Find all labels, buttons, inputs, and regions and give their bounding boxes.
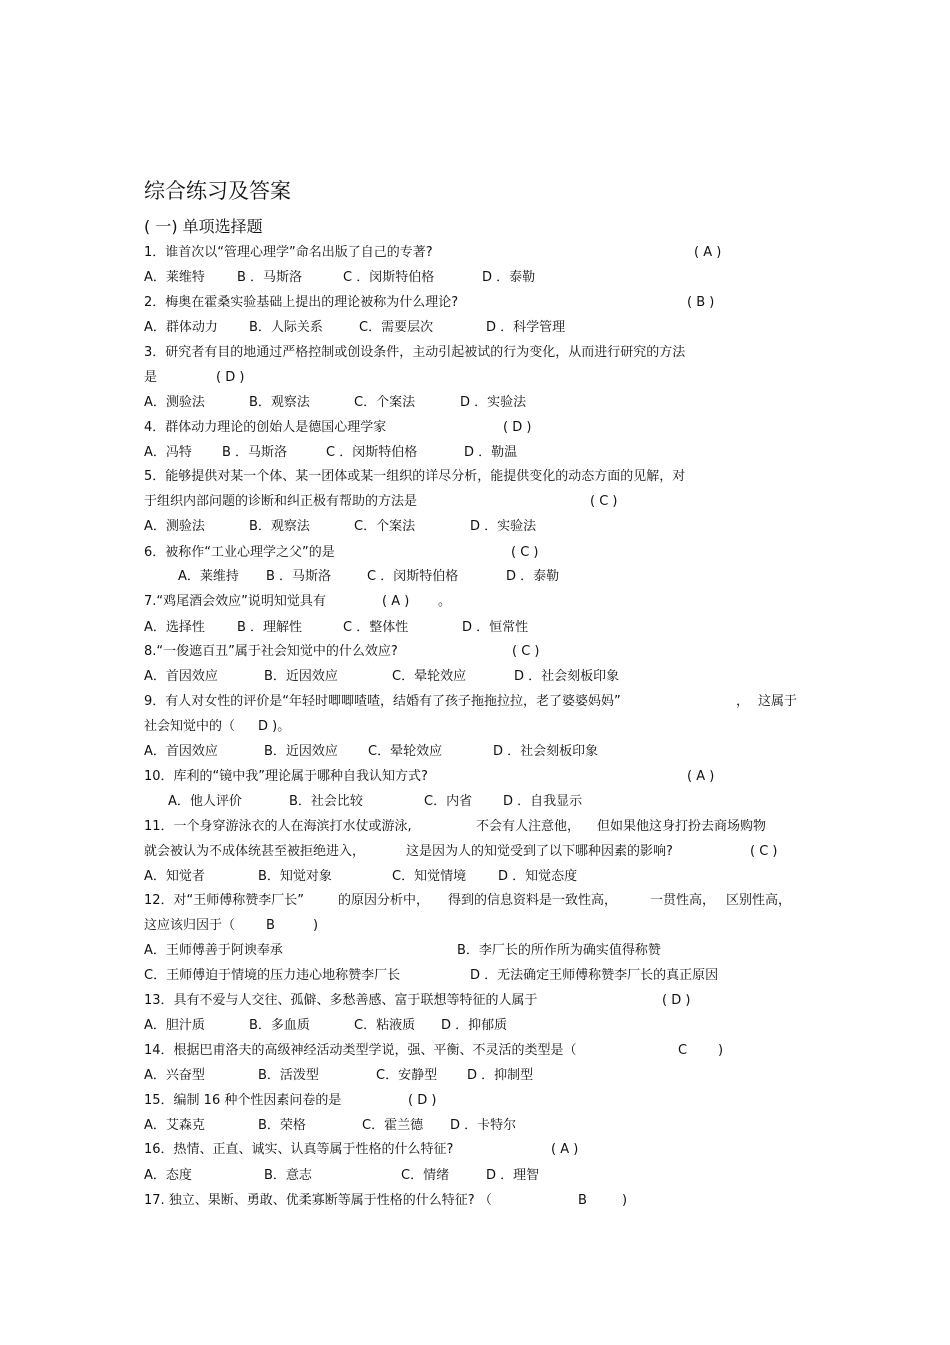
text-line: [0, 1164, 950, 1188]
text-segment: 1．谁首次以“管理心理学”命名出版了自己的专著?: [144, 245, 433, 260]
text-segment: A．胆汁质: [144, 1018, 205, 1033]
text-line: [0, 616, 950, 640]
text-segment: A．莱维特: [144, 270, 205, 285]
text-segment: A．首因效应: [144, 669, 218, 684]
text-segment: A．知觉者: [144, 869, 205, 884]
text-line: [0, 1114, 950, 1138]
text-segment: 2．梅奥在霍桑实验基础上提出的理论被称为什么理论?: [144, 295, 459, 310]
text-line: [0, 939, 950, 963]
text-segment: 不会有人注意他，: [476, 819, 581, 834]
text-segment: B．观察法: [249, 395, 310, 410]
text-segment: ( A ): [694, 245, 722, 260]
text-segment: B．社会比较: [289, 794, 363, 809]
text-segment: A．测验法: [144, 519, 205, 534]
text-segment: 17. 独立、果断、勇敢、优柔寡断等属于性格的什么特征? （: [144, 1193, 492, 1208]
text-segment: A．莱维持: [178, 569, 239, 584]
text-line: [0, 590, 950, 614]
text-segment: D ．自我显示: [503, 794, 583, 809]
text-segment: ( A ): [687, 769, 715, 784]
text-segment: B．近因效应: [264, 669, 338, 684]
text-segment: A．态度: [144, 1168, 192, 1183]
text-segment: B．活泼型: [258, 1068, 319, 1083]
text-line: [0, 391, 950, 415]
text-segment: D ．泰勒: [506, 569, 560, 584]
text-line: [0, 665, 950, 689]
text-segment: C．知觉情境: [392, 869, 467, 884]
text-segment: B．多血质: [249, 1018, 310, 1033]
text-segment: C ．闵斯特伯格: [326, 445, 418, 460]
text-segment: D ．实验法: [460, 395, 527, 410]
text-segment: B．荣格: [258, 1118, 306, 1133]
text-line: [0, 865, 950, 889]
text-segment: C．王师傅迫于情境的压力违心地称赞李厂长: [144, 968, 401, 983]
text-segment: B．李厂长的所作所为确实值得称赞: [457, 943, 661, 958]
text-segment: C: [678, 1043, 688, 1058]
text-segment: 8.“一俊遮百丑”属于社会知觉中的什么效应?: [144, 644, 398, 659]
text-segment: 9．有人对女性的评价是“年轻时唧唧喳喳，结婚有了孩子拖拖拉拉，老了婆婆妈妈”: [144, 694, 621, 709]
text-segment: ( D ): [408, 1093, 437, 1108]
text-segment: 10．库利的“镜中我”理论属于哪种自我认知方式?: [144, 769, 428, 784]
text-segment: 12．对“王师傅称赞李厂长”: [144, 893, 305, 908]
text-segment: B ．马斯洛: [222, 445, 288, 460]
text-segment: 但如果他这身打扮去商场购物: [597, 819, 767, 834]
text-segment: C ．闵斯特伯格: [367, 569, 459, 584]
text-segment: D ．科学管理: [486, 320, 566, 335]
text-segment: A．首因效应: [144, 744, 218, 759]
text-segment: ): [313, 918, 319, 933]
text-segment: 得到的信息资料是一致性高，: [448, 893, 618, 908]
text-segment: ( C ): [512, 644, 540, 659]
text-segment: 的原因分析中，: [338, 893, 430, 908]
text-segment: 5．能够提供对某一个体、某一团体或某一组织的详尽分析，能提供变化的动态方面的见解，对: [144, 469, 686, 484]
text-segment: A．冯特: [144, 445, 192, 460]
text-segment: A．艾森克: [144, 1118, 205, 1133]
text-line: [0, 465, 950, 489]
text-segment: ( A ): [551, 1142, 579, 1157]
text-line: [0, 541, 950, 565]
text-segment: C．个案法: [354, 395, 416, 410]
document-title: 综合练习及答案: [144, 179, 291, 203]
text-segment: 区别性高，: [726, 893, 792, 908]
text-line: [0, 840, 950, 864]
text-line: [0, 1189, 950, 1213]
text-segment: 11．一个身穿游泳衣的人在海滨打水仗或游泳,: [144, 819, 412, 834]
text-segment: C．需要层次: [359, 320, 434, 335]
text-line: [0, 291, 950, 315]
text-line: [0, 740, 950, 764]
text-segment: A．兴奋型: [144, 1068, 205, 1083]
text-line: [0, 690, 950, 714]
text-segment: B: [266, 918, 275, 933]
text-segment: 社会知觉中的（: [144, 719, 236, 734]
text-segment: ( D ): [662, 993, 691, 1008]
text-segment: B．人际关系: [249, 320, 323, 335]
text-segment: ( C ): [750, 844, 778, 859]
text-segment: C．个案法: [354, 519, 416, 534]
text-line: [0, 964, 950, 988]
text-segment: C．情绪: [401, 1168, 450, 1183]
text-segment: 7.“鸡尾酒会效应”说明知觉具有: [144, 594, 326, 609]
text-segment: 3．研究者有目的地通过严格控制或创设条件，主动引起被试的行为变化，从而进行研究的方法: [144, 345, 686, 360]
text-segment: D ．恒常性: [462, 620, 529, 635]
text-line: [0, 715, 950, 739]
text-line: [0, 1064, 950, 1088]
text-segment: D ．抑郁质: [441, 1018, 508, 1033]
text-segment: D ．实验法: [470, 519, 537, 534]
text-segment: A．测验法: [144, 395, 205, 410]
text-segment: D ．理智: [486, 1168, 540, 1183]
text-line: [0, 266, 950, 290]
text-segment: ( D ): [216, 370, 245, 385]
text-segment: 一贯性高，: [650, 893, 716, 908]
text-line: [0, 441, 950, 465]
text-segment: ( A ): [382, 594, 410, 609]
text-segment: D ．抑制型: [467, 1068, 534, 1083]
text-segment: B．近因效应: [264, 744, 338, 759]
text-line: [0, 889, 950, 913]
text-segment: A．群体动力: [144, 320, 218, 335]
text-segment: 。: [438, 594, 452, 609]
text-line: [0, 366, 950, 390]
text-segment: ): [718, 1043, 724, 1058]
text-segment: 这属于: [758, 694, 798, 709]
text-segment: 13．具有不爱与人交往、孤僻、多愁善感、富于联想等特征的人属于: [144, 993, 538, 1008]
text-segment: C．晕轮效应: [392, 669, 467, 684]
text-line: [0, 914, 950, 938]
text-line: [0, 515, 950, 539]
text-line: [0, 316, 950, 340]
text-segment: B ．理解性: [237, 620, 303, 635]
text-segment: C．安静型: [376, 1068, 438, 1083]
text-segment: C．晕轮效应: [368, 744, 443, 759]
text-segment: ( C ): [590, 494, 618, 509]
text-segment: B．知觉对象: [258, 869, 332, 884]
text-line: [0, 490, 950, 514]
text-line: [0, 341, 950, 365]
text-segment: D ．社会刻板印象: [514, 669, 620, 684]
text-segment: C ．闵斯特伯格: [343, 270, 435, 285]
text-line: [0, 241, 950, 265]
text-segment: C．粘液质: [354, 1018, 416, 1033]
text-segment: 这是因为人的知觉受到了以下哪种因素的影响?: [406, 844, 673, 859]
text-line: [0, 416, 950, 440]
text-segment: 6．被称作“工业心理学之父”的是: [144, 545, 335, 560]
text-segment: ): [622, 1193, 628, 1208]
text-segment: D ．卡特尔: [450, 1118, 517, 1133]
text-segment: A．他人评价: [168, 794, 242, 809]
text-line: [0, 1138, 950, 1162]
text-segment: 14．根据巴甫洛夫的高级神经活动类型学说，强、平衡、不灵活的类型是（: [144, 1043, 577, 1058]
text-segment: D )。: [258, 719, 291, 734]
text-line: [0, 1089, 950, 1113]
text-segment: D ．勒温: [464, 445, 518, 460]
text-segment: ( D ): [503, 420, 532, 435]
text-segment: D ．社会刻板印象: [493, 744, 599, 759]
text-segment: ，: [736, 694, 750, 709]
text-segment: C．内省: [424, 794, 473, 809]
text-segment: D ．无法确定王师傅称赞李厂长的真正原因: [470, 968, 719, 983]
text-segment: B: [578, 1193, 587, 1208]
text-segment: 4．群体动力理论的创始人是德国心理学家: [144, 420, 387, 435]
text-segment: 15．编制 16 种个性因素问卷的是: [144, 1093, 342, 1108]
text-line: [0, 1039, 950, 1063]
text-segment: ( B ): [687, 295, 715, 310]
text-line: [0, 640, 950, 664]
text-segment: B ．马斯洛: [266, 569, 332, 584]
text-line: [0, 565, 950, 589]
text-segment: B ．马斯洛: [237, 270, 303, 285]
text-line: [0, 989, 950, 1013]
text-segment: D ．泰勒: [482, 270, 536, 285]
text-segment: C．霍兰德: [362, 1118, 424, 1133]
section-heading: ( 一) 单项选择题: [144, 217, 263, 236]
text-segment: 这应该归因于（: [144, 918, 236, 933]
text-segment: B．观察法: [249, 519, 310, 534]
text-line: [0, 1014, 950, 1038]
text-segment: 于组织内部问题的诊断和纠正极有帮助的方法是: [144, 494, 418, 509]
text-line: [0, 790, 950, 814]
text-segment: C ．整体性: [343, 620, 409, 635]
text-segment: ( C ): [511, 545, 539, 560]
text-segment: 16．热情、正直、诚实、认真等属于性格的什么特征?: [144, 1142, 454, 1157]
text-segment: A．选择性: [144, 620, 205, 635]
text-segment: 就会被认为不成体统甚至被拒绝进入，: [144, 844, 366, 859]
text-line: [0, 815, 950, 839]
text-segment: 是: [144, 370, 158, 385]
text-segment: D ．知觉态度: [498, 869, 578, 884]
text-line: [0, 765, 950, 789]
text-segment: B．意志: [264, 1168, 312, 1183]
text-segment: A．王师傅善于阿谀奉承: [144, 943, 283, 958]
